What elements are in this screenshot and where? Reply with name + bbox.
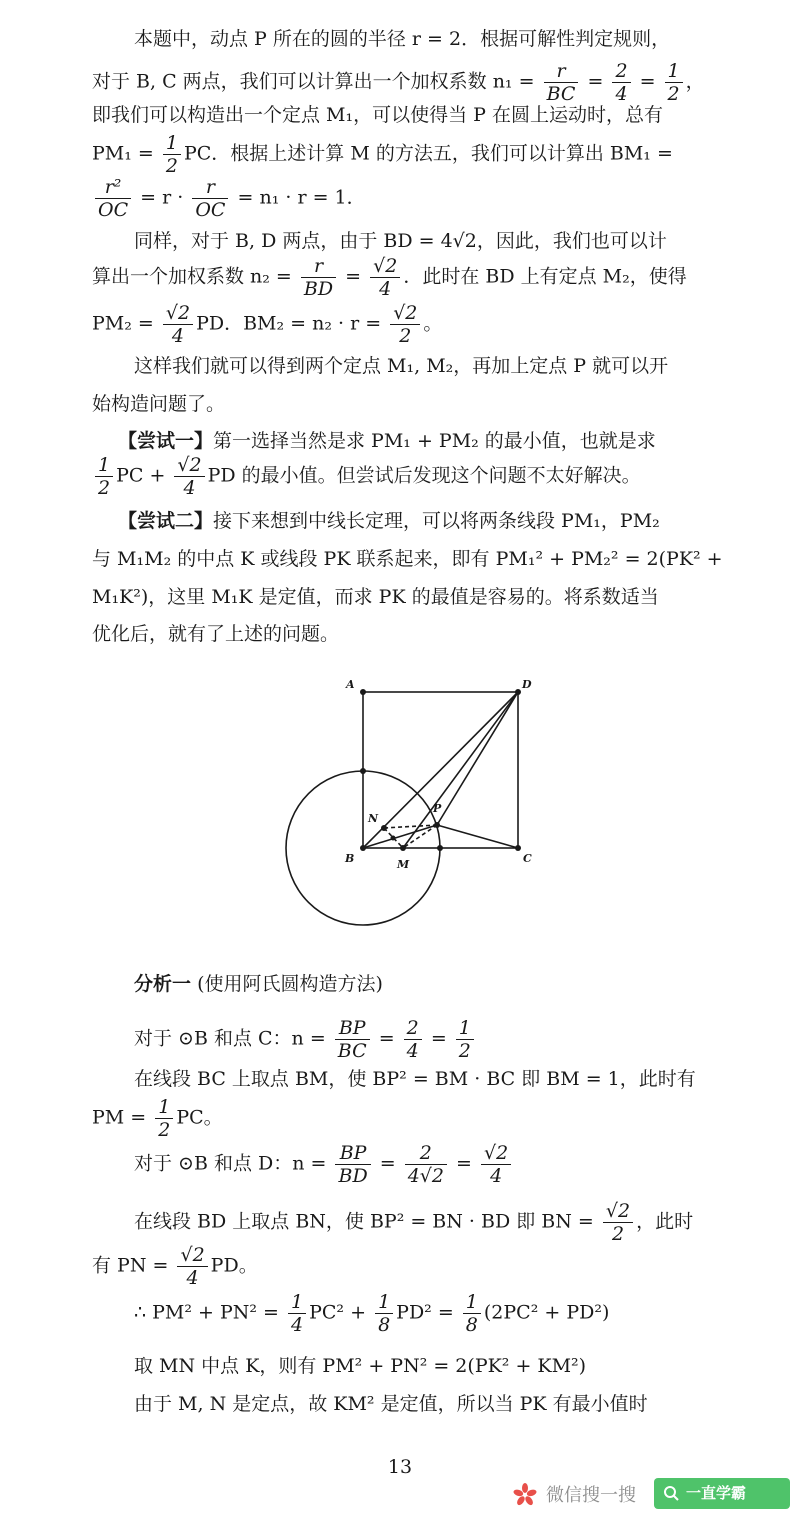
wechat-search-logo-icon xyxy=(512,1482,538,1508)
fraction: $\frac{1}{4}$ xyxy=(288,1291,306,1336)
watermark-text: 微信搜一搜 xyxy=(546,1485,636,1506)
watermark-button-label: 一直学霸 xyxy=(686,1484,747,1502)
analysis-line-2: 在线段 BC 上取点 BM，使 BP² = BM · BC 即 BM = 1，此时有 xyxy=(134,1068,696,1090)
point-circle-top xyxy=(360,768,366,774)
label-m: M xyxy=(397,858,410,871)
fraction: $\frac{√2}{4}$ xyxy=(370,255,400,300)
p2-line-3: PM₂ = $\frac{√2}{4}$ PD．BM₂ = n₂ · r = $\frac{√2}{2}$ 。 xyxy=(92,302,443,347)
fraction: $\frac{1}{2}$ xyxy=(456,1017,474,1062)
p1-line-3: 即我们可以构造出一个定点 M₁，可以使得当 P 在圆上运动时，总有 xyxy=(92,104,663,126)
p3-line-1: 这样我们就可以得到两个定点 M₁, M₂，再加上定点 P 就可以开 xyxy=(134,355,669,377)
fraction: $\frac{1}{2}$ xyxy=(163,132,181,177)
fraction: $\frac{r}{BD}$ xyxy=(301,255,336,300)
analysis-line-4: 对于 ⊙B 和点 D：n = $\frac{BP}{BD}$ = $\frac{2}{4√2}$ = $\frac{√2}{4}$ xyxy=(134,1142,732,1187)
analysis-line-7: ∴ PM² + PN² = $\frac{1}{4}$ PC² + $\frac{1}{8}$ PD² = $\frac{1}{8}$ (2PC² + PD²) xyxy=(134,1291,610,1336)
label-b: B xyxy=(345,852,355,865)
fraction: $\frac{√2}{4}$ xyxy=(481,1142,511,1187)
label-c: C xyxy=(523,852,532,865)
page-number: 13 xyxy=(387,1456,413,1478)
fraction: $\frac{1}{2}$ xyxy=(665,60,683,105)
point-a xyxy=(360,689,366,695)
search-icon xyxy=(663,1485,680,1502)
label-n: N xyxy=(368,812,379,825)
try1-line-1: 【尝试一】第一选择当然是求 PM₁ + PM₂ 的最小值，也就是求 xyxy=(118,430,656,452)
fraction: $\frac{r}{BC}$ xyxy=(544,60,579,105)
fraction: $\frac{BP}{BD}$ xyxy=(335,1142,370,1187)
try2-line-4: 优化后，就有了上述的问题。 xyxy=(92,623,340,645)
p2-line-1: 同样，对于 B, D 两点，由于 BD = 4√2，因此，我们也可以计 xyxy=(134,230,667,252)
point-b xyxy=(360,845,366,851)
segment-pm xyxy=(403,825,437,848)
segment-pd xyxy=(437,692,518,825)
p1-line-4: PM₁ = $\frac{1}{2}$ PC．根据上述计算 M 的方法五，我们可以计算出 BM₁ = xyxy=(92,132,673,177)
fraction: $\frac{\text{r²}}{OC}$ xyxy=(95,176,131,221)
fraction: $\frac{√2}{4}$ xyxy=(177,1244,207,1289)
analysis-line-5: 在线段 BD 上取点 BN，使 BP² = BN · BD 即 BN = $\frac{√2}{2}$ ，此时 xyxy=(134,1200,694,1245)
fraction: $\frac{r}{OC}$ xyxy=(192,176,228,221)
point-d xyxy=(515,689,521,695)
label-d: D xyxy=(522,678,532,691)
try2-line-2: 与 M₁M₂ 的中点 K 或线段 PK 联系起来，即有 PM₁² + PM₂² = 2(PK² + xyxy=(92,548,723,570)
try2-line-3: M₁K²)，这里 M₁K 是定值，而求 PK 的最值是容易的。将系数适当 xyxy=(92,586,659,608)
watermark-search-button[interactable] xyxy=(654,1478,790,1509)
try2-line-1: 【尝试二】接下来想到中线长定理，可以将两条线段 PM₁，PM₂ xyxy=(118,510,660,532)
analysis-line-8: 取 MN 中点 K，则有 PM² + PN² = 2(PK² + KM²) xyxy=(134,1355,587,1377)
fraction: $\frac{1}{8}$ xyxy=(375,1291,393,1336)
fraction: $\frac{2}{4√2}$ xyxy=(405,1142,447,1187)
try1-line-2: $\frac{1}{2}$ PC + $\frac{√2}{4}$ PD 的最小值。但尝试后发现这个问题不太好解决。 xyxy=(92,454,732,499)
point-n xyxy=(381,825,387,831)
point-m xyxy=(400,845,406,851)
analysis-line-6: 有 PN = $\frac{√2}{4}$ PD。 xyxy=(92,1244,258,1289)
analysis-line-1: 对于 ⊙B 和点 C：n = $\frac{BP}{BC}$ = $\frac{2}{4}$ = $\frac{1}{2}$ xyxy=(134,1017,732,1062)
point-c xyxy=(515,845,521,851)
p3-line-2: 始构造问题了。 xyxy=(92,393,226,415)
analysis-title: 分析一 (使用阿氏圆构造方法) xyxy=(134,973,383,995)
fraction: $\frac{√2}{4}$ xyxy=(163,302,193,347)
fraction: $\frac{BP}{BC}$ xyxy=(335,1017,370,1062)
fraction: $\frac{√2}{2}$ xyxy=(390,302,420,347)
p1-line-5: $\frac{\text{r²}}{OC}$ = r · $\frac{r}{OC}$ = n₁ · r = 1． xyxy=(92,176,732,221)
try1-label: 【尝试一】 xyxy=(118,430,214,452)
fraction: $\frac{1}{2}$ xyxy=(155,1096,173,1141)
analysis-line-9: 由于 M, N 是定点，故 KM² 是定值，所以当 PK 有最小值时 xyxy=(134,1393,648,1415)
label-p: P xyxy=(433,802,442,815)
p2-line-2: 算出一个加权系数 n₂ = $\frac{r}{BD}$ = $\frac{√2}{4}$ ．此时在 BD 上有定点 M₂，使得 xyxy=(92,255,687,300)
label-a: A xyxy=(346,678,355,691)
fraction: $\frac{1}{2}$ xyxy=(95,454,113,499)
p1-line-2: 对于 B, C 两点，我们可以计算出一个加权系数 n₁ = $\frac{r}{BC}$ = $\frac{2}{4}$ = $\frac{1}{2}$ ， xyxy=(92,60,705,105)
segment-bd xyxy=(363,692,518,848)
segment-dm xyxy=(403,692,518,848)
p1-line-1: 本题中，动点 P 所在的圆的半径 r = 2．根据可解性判定规则， xyxy=(134,28,671,50)
fraction: $\frac{2}{4}$ xyxy=(404,1017,422,1062)
fraction: $\frac{1}{8}$ xyxy=(463,1291,481,1336)
point-p xyxy=(434,822,440,828)
point-k xyxy=(391,836,396,841)
segment-pc xyxy=(437,825,518,848)
analysis-line-3: PM = $\frac{1}{2}$ PC。 xyxy=(92,1096,223,1141)
fraction: $\frac{√2}{4}$ xyxy=(174,454,204,499)
point-circle-right xyxy=(437,845,443,851)
fraction: $\frac{2}{4}$ xyxy=(612,60,630,105)
fraction: $\frac{√2}{2}$ xyxy=(603,1200,633,1245)
try2-label: 【尝试二】 xyxy=(118,510,214,532)
